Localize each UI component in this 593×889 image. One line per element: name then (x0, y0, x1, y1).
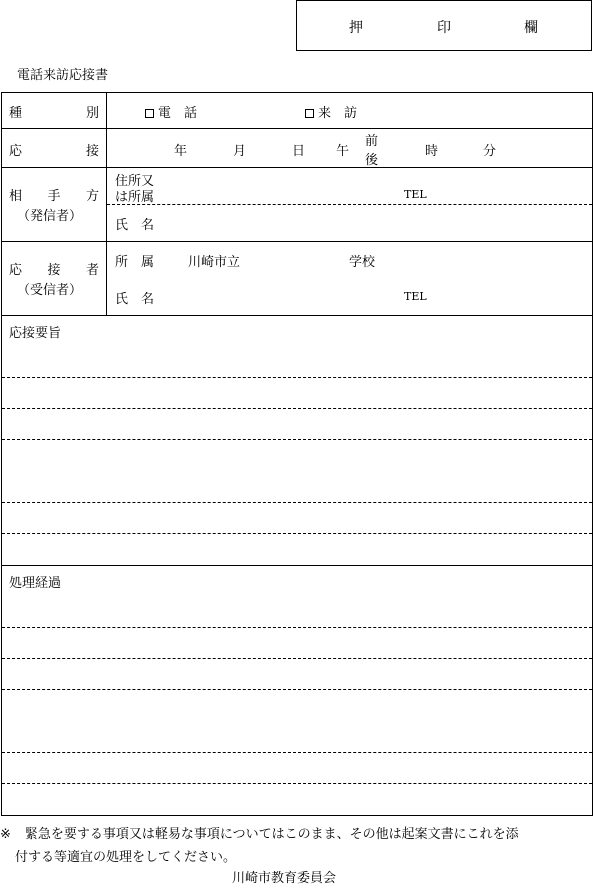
gist-line (2, 377, 592, 378)
dashed-divider (107, 204, 592, 205)
note-mark: ※ (0, 827, 11, 842)
process-line (2, 689, 592, 690)
visit-option[interactable]: 来 訪 (305, 102, 357, 121)
responder-sublabel: （受信者） (17, 283, 83, 298)
am-label: 前 (365, 134, 379, 149)
meridiem-label: 午 (336, 144, 350, 159)
gist-line (2, 408, 592, 409)
type-label: 種 別 (9, 106, 99, 121)
note-text-1: 緊急を要する事項又は軽易な事項についてはこのまま、その他は起案文書にこれを添 (24, 827, 519, 842)
pm-label: 後 (365, 153, 379, 168)
responder-name-label: 氏 名 (115, 292, 155, 307)
row-divider (2, 128, 592, 129)
city-label: 川崎市立 (188, 255, 241, 270)
gist-line (2, 502, 592, 503)
month-label: 月 (233, 144, 247, 159)
school-label: 学校 (349, 255, 376, 270)
partner-sublabel: （発信者） (17, 209, 83, 224)
row-divider (2, 241, 592, 242)
responder-tel-label: TEL (404, 290, 427, 303)
partner-tel-label: TEL (404, 188, 427, 201)
partner-label: 相 手 方 (9, 189, 99, 204)
process-line (2, 783, 592, 784)
organization-name: 川崎市教育委員会 (232, 871, 337, 886)
row-divider (2, 167, 592, 168)
gist-line (2, 439, 592, 440)
form-table (1, 92, 593, 816)
checkbox-icon[interactable] (305, 109, 314, 118)
affiliation-label: 所 属 (115, 255, 155, 270)
address-label-2: は所属 (115, 190, 155, 205)
partner-name-label: 氏 名 (115, 218, 155, 233)
gist-heading: 応接要旨 (9, 326, 62, 341)
hour-label: 時 (425, 144, 439, 159)
process-line (2, 752, 592, 753)
row-divider (2, 315, 592, 316)
reception-label: 応 接 (9, 144, 99, 159)
minute-label: 分 (483, 144, 497, 159)
document-title: 電話来訪応接書 (17, 68, 109, 83)
note-text-2: 付する等適宜の処理をしてください。 (15, 850, 237, 865)
day-label: 日 (292, 144, 306, 159)
seal-char-3: 欄 (524, 20, 538, 36)
year-label: 年 (174, 144, 188, 159)
note-line-1 (0, 823, 519, 846)
checkbox-icon[interactable] (145, 109, 154, 118)
phone-option[interactable]: 電 話 (145, 102, 197, 121)
seal-box (296, 0, 592, 51)
address-label-1: 住所又 (115, 174, 155, 189)
responder-label: 応 接 者 (9, 263, 99, 278)
seal-char-1: 押 (349, 20, 363, 36)
seal-char-2: 印 (437, 20, 451, 36)
process-line (2, 658, 592, 659)
process-line (2, 627, 592, 628)
process-heading: 処理経過 (9, 576, 62, 591)
gist-line (2, 533, 592, 534)
row-divider (2, 565, 592, 566)
